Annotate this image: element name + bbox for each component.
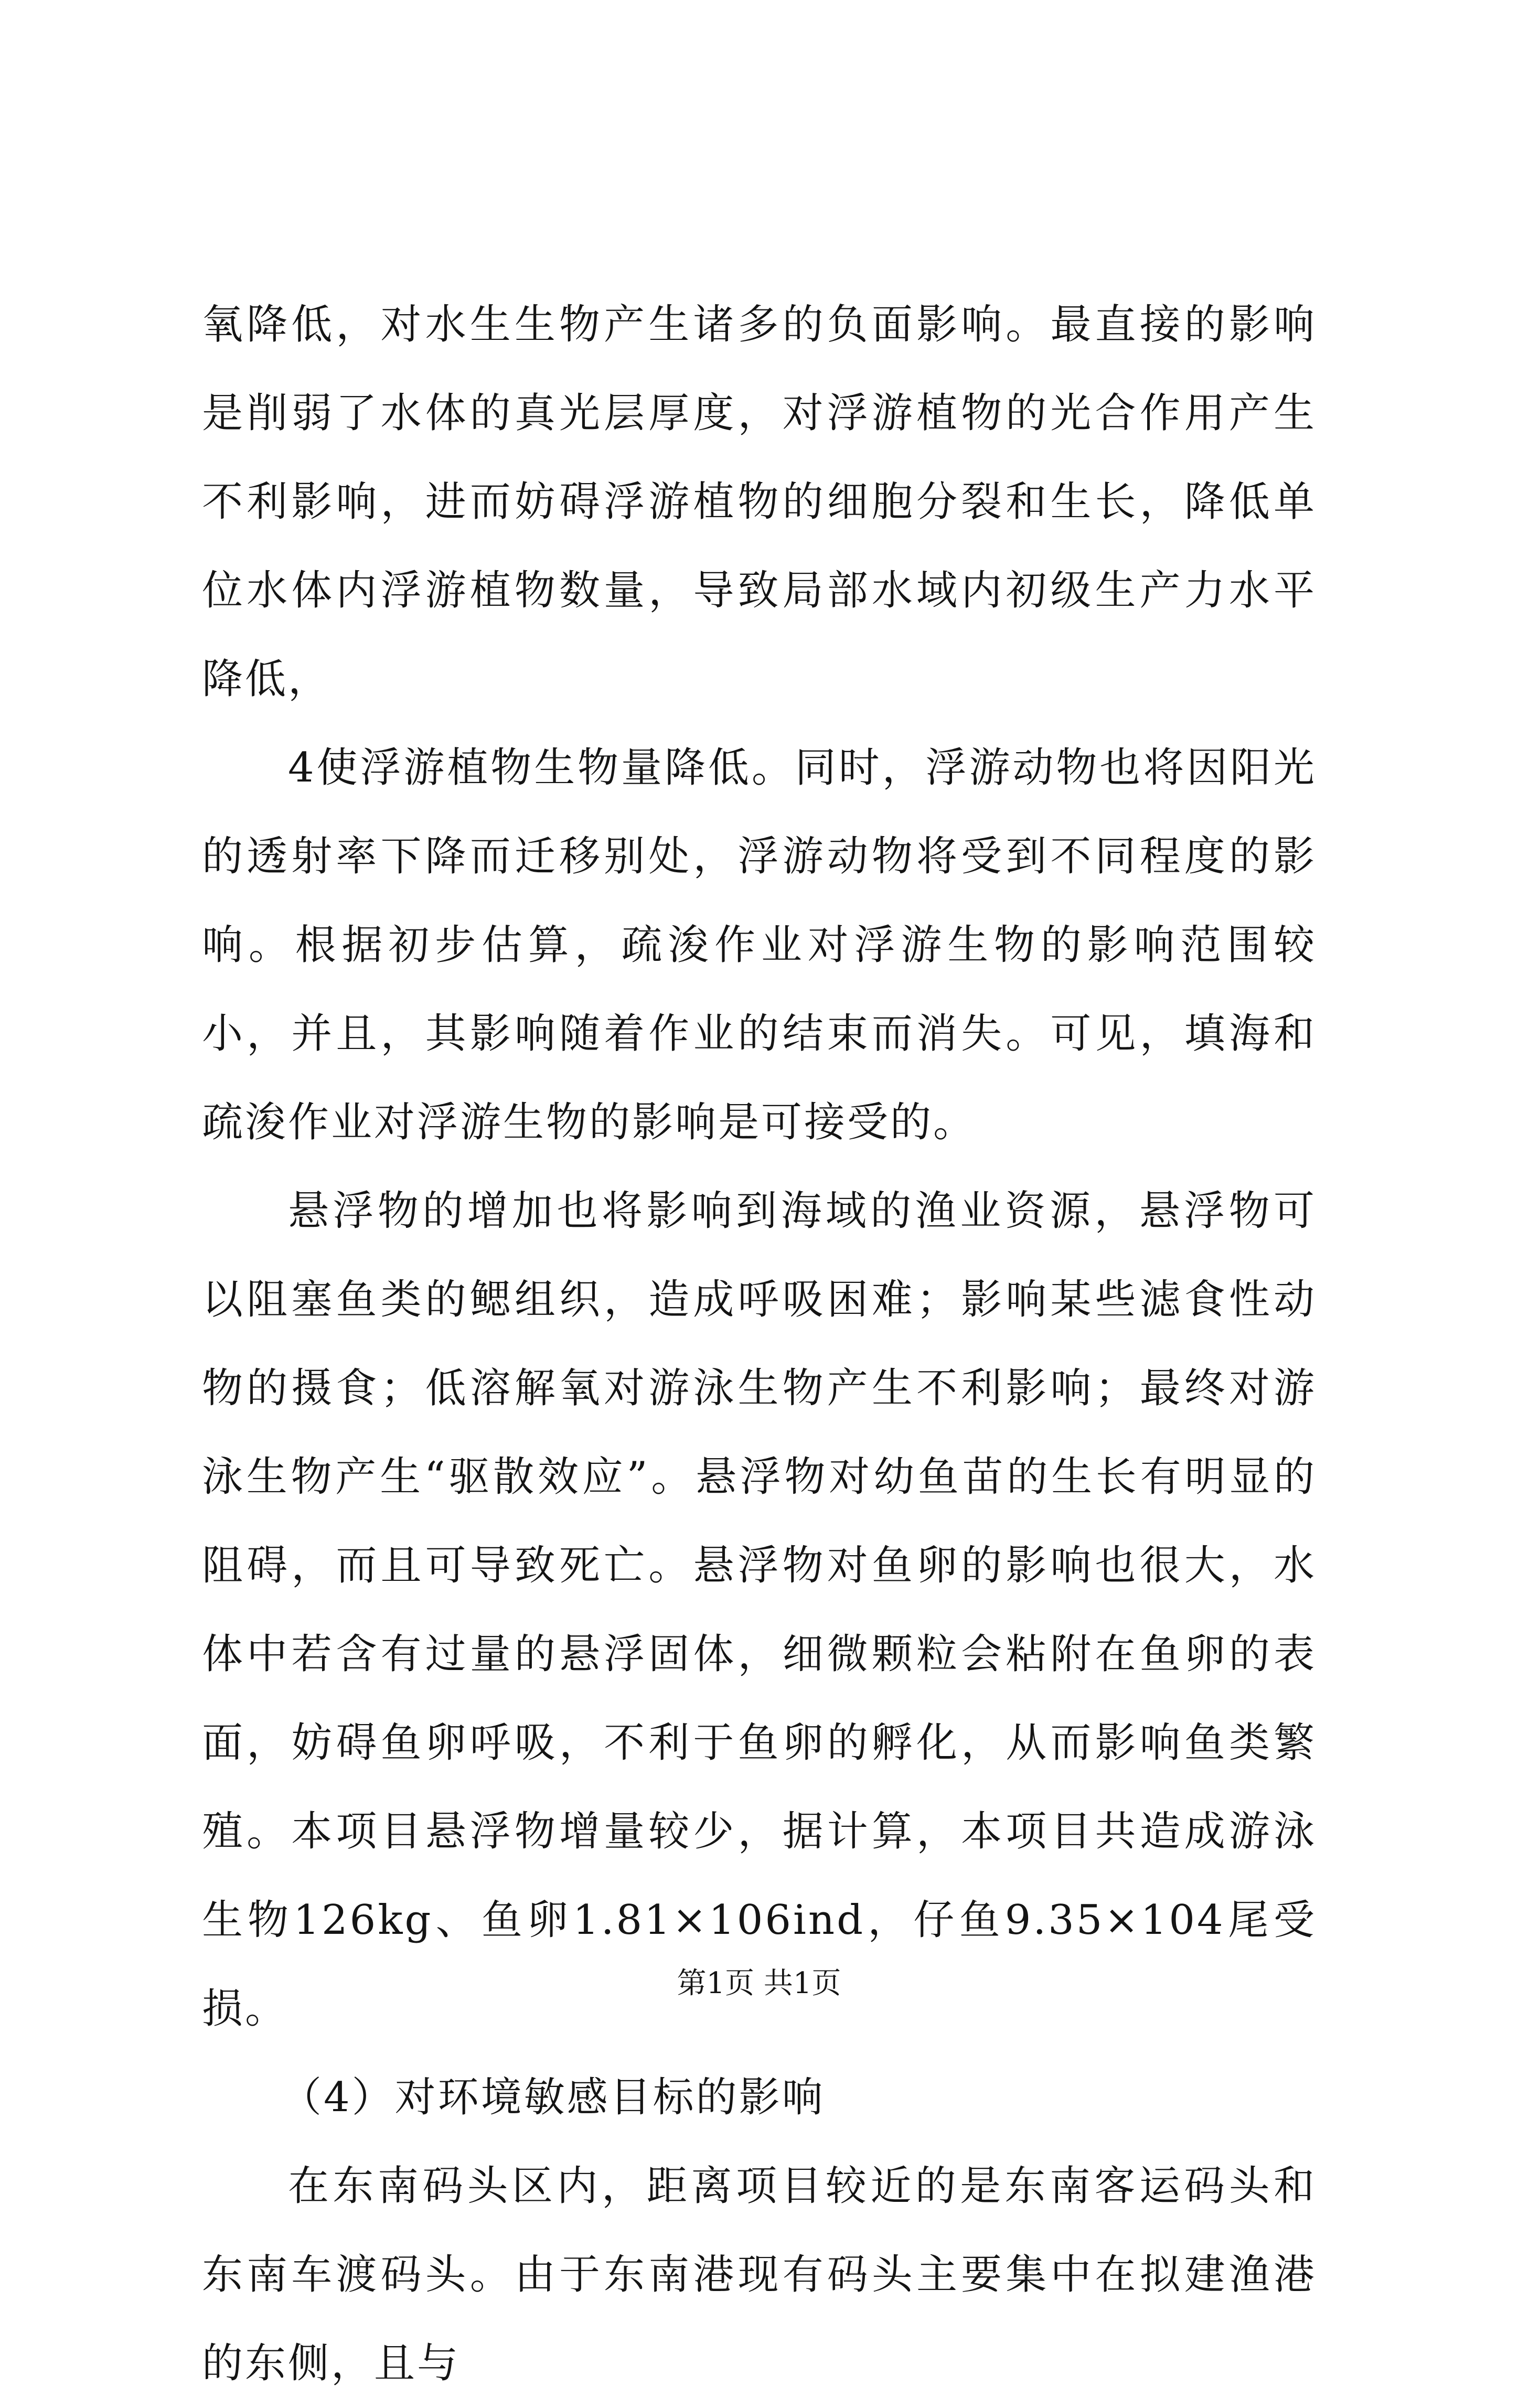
page-number-footer: 第1页 共1页 bbox=[677, 1966, 841, 2000]
paragraph-oxygen-impact: 氧降低，对水生生物产生诸多的负面影响。最直接的影响是削弱了水体的真光层厚度，对浮游植物的光合作用产生不利影响，进而妨碍浮游植物的细胞分裂和生长，降低单位水体内浮游植物数量，导致局部水域内初级生产力水平降低， bbox=[202, 301, 1317, 703]
paragraph-plankton-impact: 4使浮游植物生物量降低。同时，浮游动物也将因阳光的透射率下降而迁移别处，浮游动物将受到不同程度的影响。根据初步估算，疏浚作业对浮游生物的影响范围较小，并且，其影响随着作业的结束而消失。可见，填海和疏浚作业对浮游生物的影响是可接受的。 bbox=[202, 744, 1317, 1146]
document-body bbox=[202, 281, 1317, 2408]
paragraph-wharf-area: 在东南码头区内，距离项目较近的是东南客运码头和东南车渡码头。由于东南港现有码头主要集中在拟建渔港的东侧，且与 bbox=[202, 2163, 1317, 2387]
paragraph-fishery-impact: 悬浮物的增加也将影响到海域的渔业资源，悬浮物可以阻塞鱼类的鳃组织，造成呼吸困难；影响某些滤食性动物的摄食；低溶解氧对游泳生物产生不利影响；最终对游泳生物产生“驱散效应”。悬浮物对幼鱼苗的生长有明显的阻碍，而且可导致死亡。悬浮物对鱼卵的影响也很大，水体中若含有过量的悬浮固体，细微颗粒会粘附在鱼卵的表面，妨碍鱼卵呼吸，不利于鱼卵的孵化，从而影响鱼类繁殖。本项目悬浮物增量较少，据计算，本项目共造成游泳生物126kg、鱼卵1.81×106ind，仔鱼9.35×104尾受损。 bbox=[202, 1187, 1317, 2032]
section-heading-sensitive-targets: （4）对环境敏感目标的影响 bbox=[281, 2074, 825, 2121]
